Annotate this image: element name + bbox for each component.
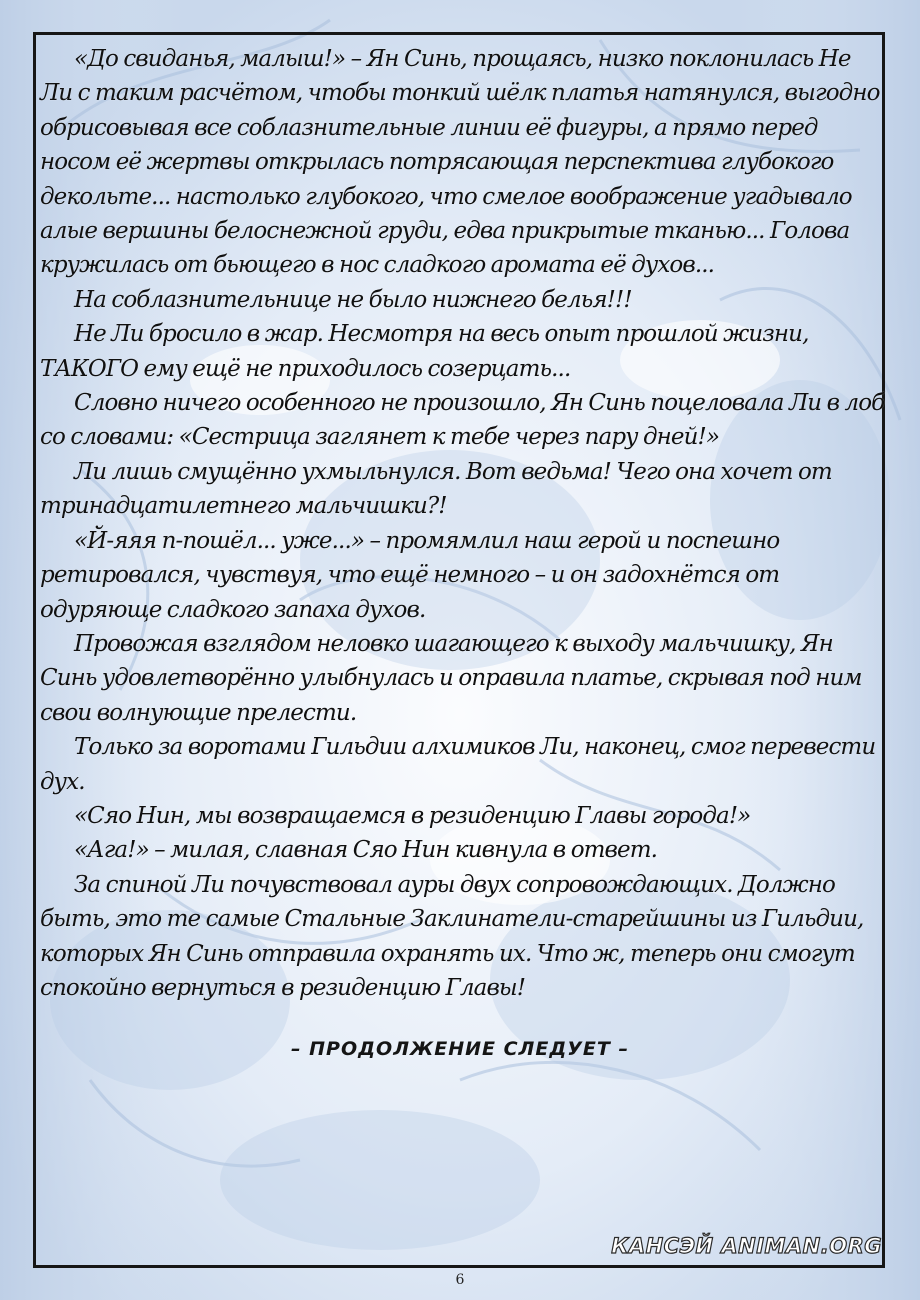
paragraph: «До свиданья, малыш!» – Ян Синь, прощаясь, низко поклонилась Не Ли с таким расчётом, чтобы тонкий шёлк платья натянулся, выгодно обрисовывая все соблазнительные линии её фигуры, а прямо перед носом её жертвы открылась потрясающая перспектива глубокого декольте... настолько глубокого, что смелое воображение угадывало алые вершины белоснежной груди, едва прикрытые тканью... Голова кружилась от бьющего в нос сладкого аромата её духов... <box>40 46 880 279</box>
paragraph: «Й-яяя п-пошёл... уже...» – промямлил наш герой и поспешно ретировался, чувствуя, что ещё немного – и он задохнётся от одуряюще сладкого запаха духов. <box>40 527 780 623</box>
paragraph: Словно ничего особенного не произошло, Ян Синь поцеловала Ли в лоб со словами: «Сестрица заглянет к тебе через пару дней!» <box>40 390 885 451</box>
paragraph: Провожая взглядом неловко шагающего к выходу мальчишку, Ян Синь удовлетворённо улыбнулась и оправила платье, скрывая под ним свои волнующие прелести. <box>40 630 862 726</box>
paragraph: Только за воротами Гильдии алхимиков Ли, наконец, смог перевести дух. <box>40 734 876 795</box>
paragraph: «Сяо Нин, мы возвращаемся в резиденцию Главы города!» <box>74 802 751 829</box>
paragraph: За спиной Ли почувствовал ауры двух сопровождающих. Должно быть, это те самые Стальные Заклинатели-старейшины из Гильдии, которых Ян Синь отправила охранять их. Что ж, теперь они смогут спокойно вернуться в резиденцию Главы! <box>40 871 864 1001</box>
to-be-continued-label: – ПРОДОЛЖЕНИЕ СЛЕДУЕТ – <box>291 1038 629 1060</box>
paragraph: Не Ли бросило в жар. Несмотря на весь опыт прошлой жизни, ТАКОГО ему ещё не приходилось созерцать... <box>40 321 809 382</box>
story-text <box>40 42 885 1005</box>
scanlation-watermark: КАНСЭЙ ANIMAN.ORG <box>611 1234 882 1258</box>
paragraph: Ли лишь смущённо ухмыльнулся. Вот ведьма! Чего она хочет от тринадцатилетнего мальчишки?! <box>40 458 832 520</box>
page-number: 6 <box>455 1272 465 1288</box>
paragraph: На соблазнительнице не было нижнего белья!!! <box>74 286 632 313</box>
paragraph: «Ага!» – милая, славная Сяо Нин кивнула в ответ. <box>74 837 658 864</box>
